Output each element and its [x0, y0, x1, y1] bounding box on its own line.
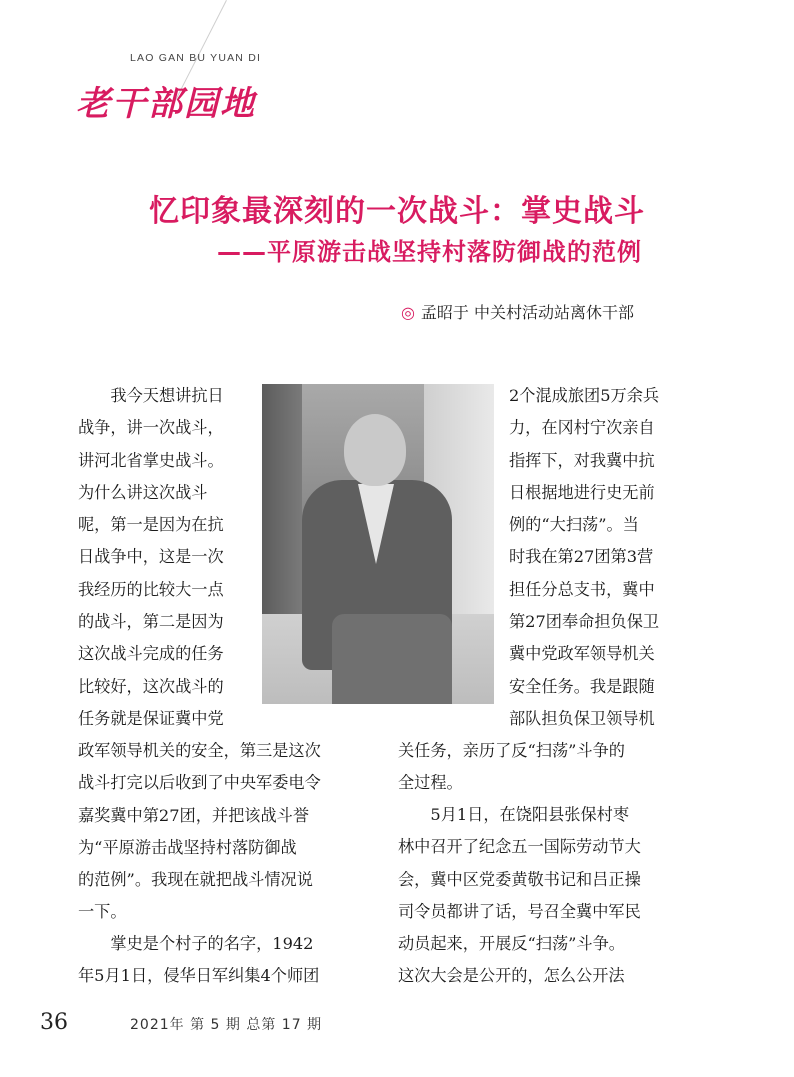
right-column-paragraph-2	[398, 799, 685, 993]
text-line: 动员起来，开展反“扫荡”斗争。	[398, 934, 625, 954]
left-column-text	[78, 735, 362, 929]
text-line: 的范例”。我现在就把战斗情况说	[78, 870, 313, 890]
text-line: 我经历的比较大一点	[78, 579, 224, 599]
byline-mark: ◎	[400, 303, 415, 322]
text-line: 为“平原游击战坚持村落防御战	[78, 837, 297, 857]
text-line: 部队担负保卫领导机	[509, 708, 655, 728]
text-line: 嘉奖冀中第27团，并把该战斗誉	[78, 805, 310, 825]
article-photo	[262, 384, 494, 704]
text-line: 比较好，这次战斗的	[78, 676, 224, 696]
text-line: 力，在冈村宁次亲自	[509, 418, 655, 438]
right-column-wrapped-text	[509, 380, 685, 735]
text-line: 这次战斗完成的任务	[78, 644, 224, 664]
text-line: 任务就是保证冀中党	[78, 708, 224, 728]
text-line: 例的“大扫荡”。当	[509, 515, 639, 535]
left-column-paragraph-2	[78, 928, 362, 993]
page-number: 36	[40, 1010, 68, 1035]
text-line: 全过程。	[398, 773, 463, 793]
text-line: 会，冀中区党委黄敬书记和吕正操	[398, 869, 641, 889]
text-line: 一下。	[78, 902, 127, 922]
text-line: 这次大会是公开的，怎么公开法	[398, 966, 625, 986]
text-line: 日根据地进行史无前	[509, 482, 655, 502]
text-line: 司令员都讲了话，号召全冀中军民	[398, 901, 641, 921]
right-column-text	[398, 735, 685, 800]
text-line: 第27团奉命担负保卫	[509, 612, 660, 632]
text-line: 呢，第一是因为在抗	[78, 515, 224, 535]
author-name: 孟昭于 中关村活动站离休干部	[420, 303, 634, 322]
magazine-section-logo: 老干部园地	[76, 84, 256, 124]
text-line: 掌史是个村子的名字，1942	[110, 934, 314, 953]
text-line: 安全任务。我是跟随	[509, 676, 655, 696]
text-line: 为什么讲这次战斗	[78, 482, 208, 502]
text-line: 林中召开了纪念五一国际劳动节大	[398, 837, 641, 857]
text-line: 日战争中，这是一次	[78, 547, 224, 567]
article-title: 忆印象最深刻的一次战斗：掌史战斗	[149, 194, 645, 229]
text-line: 年5月1日，侵华日军纠集4个师团	[78, 966, 320, 986]
text-line: 战争，讲一次战斗，	[78, 418, 224, 438]
text-line: 关任务，亲历了反“扫荡”斗争的	[398, 741, 625, 760]
text-line: 2个混成旅团5万余兵	[509, 386, 660, 405]
text-line: 政军领导机关的安全，第三是这次	[78, 741, 321, 760]
text-line: 战斗打完以后收到了中央军委电令	[78, 773, 321, 793]
magazine-section-english: LAO GAN BU YUAN DI	[130, 52, 262, 64]
text-line: 我今天想讲抗日	[110, 386, 224, 405]
text-line: 指挥下，对我冀中抗	[509, 450, 655, 470]
text-line: 的战斗，第二是因为	[78, 612, 224, 632]
photo-figure-legs	[332, 614, 452, 704]
article-byline	[401, 300, 634, 323]
text-line: 冀中党政军领导机关	[509, 644, 655, 664]
text-line: 担任分总支书，冀中	[509, 579, 655, 599]
left-column-wrapped-text	[78, 380, 250, 735]
text-line: 时我在第27团第3营	[509, 547, 654, 567]
article-subtitle: ——平原游击战坚持村落防御战的范例	[217, 238, 642, 266]
text-line: 5月1日，在饶阳县张保村枣	[430, 805, 630, 824]
photo-figure-head	[344, 414, 406, 486]
text-line: 讲河北省掌史战斗。	[78, 450, 224, 470]
issue-info: 2021年 第 5 期 总第 17 期	[130, 1017, 323, 1033]
